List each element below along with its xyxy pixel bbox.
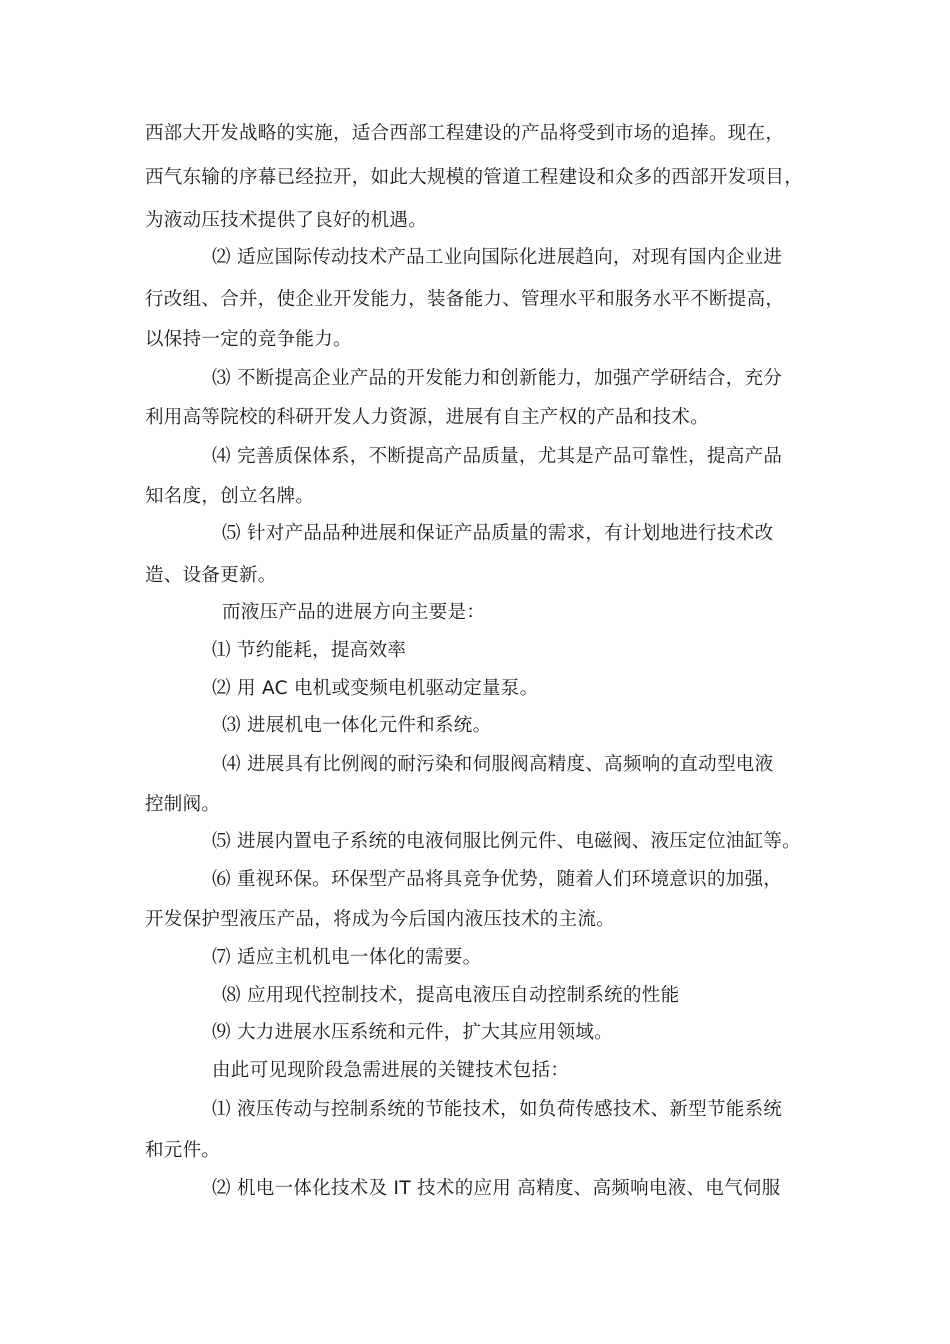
text-line-6: 以保持一定的竞争能力。 <box>145 329 352 350</box>
text-line-1: 西部大开发战略的实施，适合西部工程建设的产品将受到市场的追捧。现在， <box>145 123 785 144</box>
text-line-28: ⑵ 机电一体化技术及 IT 技术的应用 高精度、高频响电液、电气伺服 <box>212 1178 781 1199</box>
text-line-4: ⑵ 适应国际传动技术产品工业向国际化进展趋向，对现有国内企业进 <box>212 247 783 268</box>
text-line-21: 开发保护型液压产品，将成为今后国内液压技术的主流。 <box>145 909 616 930</box>
text-line-12: 造、设备更新。 <box>145 565 277 586</box>
text-line-18: 控制阀。 <box>145 794 221 815</box>
text-line-2: 西气东输的序幕已经拉开，如此大规模的管道工程建设和众多的西部开发项目， <box>145 167 804 188</box>
text-line-17: ⑷ 进展具有比例阀的耐污染和伺服阀高精度、高频响的直动型电液 <box>222 754 774 775</box>
text-line-25: 由此可见现阶段急需进展的关键技术包括： <box>212 1060 570 1081</box>
text-line-13: 而液压产品的进展方向主要是： <box>222 602 486 623</box>
text-line-26: ⑴ 液压传动与控制系统的节能技术，如负荷传感技术、新型节能系统 <box>212 1099 783 1120</box>
text-line-11: ⑸ 针对产品品种进展和保证产品质量的需求，有计划地进行技术改 <box>222 523 774 544</box>
text-line-8: 利用高等院校的科研开发人力资源，进展有自主产权的产品和技术。 <box>145 407 710 428</box>
text-line-9: ⑷ 完善质保体系，不断提高产品质量，尤其是产品可靠性，提高产品 <box>212 446 783 467</box>
text-line-10: 知名度，创立名牌。 <box>145 486 315 507</box>
text-line-24: ⑼ 大力进展水压系统和元件，扩大其应用领域。 <box>212 1022 613 1043</box>
text-line-23: ⑻ 应用现代控制技术，提高电液压自动控制系统的性能 <box>222 985 680 1006</box>
text-line-20: ⑹ 重视环保。环保型产品将具竞争优势，随着人们环境意识的加强， <box>212 869 783 890</box>
text-line-7: ⑶ 不断提高企业产品的开发能力和创新能力，加强产学研结合，充分 <box>212 368 783 389</box>
text-line-14: ⑴ 节约能耗，提高效率 <box>212 640 407 661</box>
text-line-22: ⑺ 适应主机机电一体化的需要。 <box>212 947 482 968</box>
text-line-16: ⑶ 进展机电一体化元件和系统。 <box>222 715 492 736</box>
text-line-19: ⑸ 进展内置电子系统的电液伺服比例元件、电磁阀、液压定位油缸等。 <box>212 831 801 852</box>
text-line-5: 行改组、合并，使企业开发能力，装备能力、管理水平和服务水平不断提高， <box>145 289 785 310</box>
text-line-27: 和元件。 <box>145 1140 221 1161</box>
text-line-3: 为液动压技术提供了良好的机遇。 <box>145 210 428 231</box>
text-line-15: ⑵ 用 AC 电机或变频电机驱动定量泵。 <box>212 678 539 699</box>
